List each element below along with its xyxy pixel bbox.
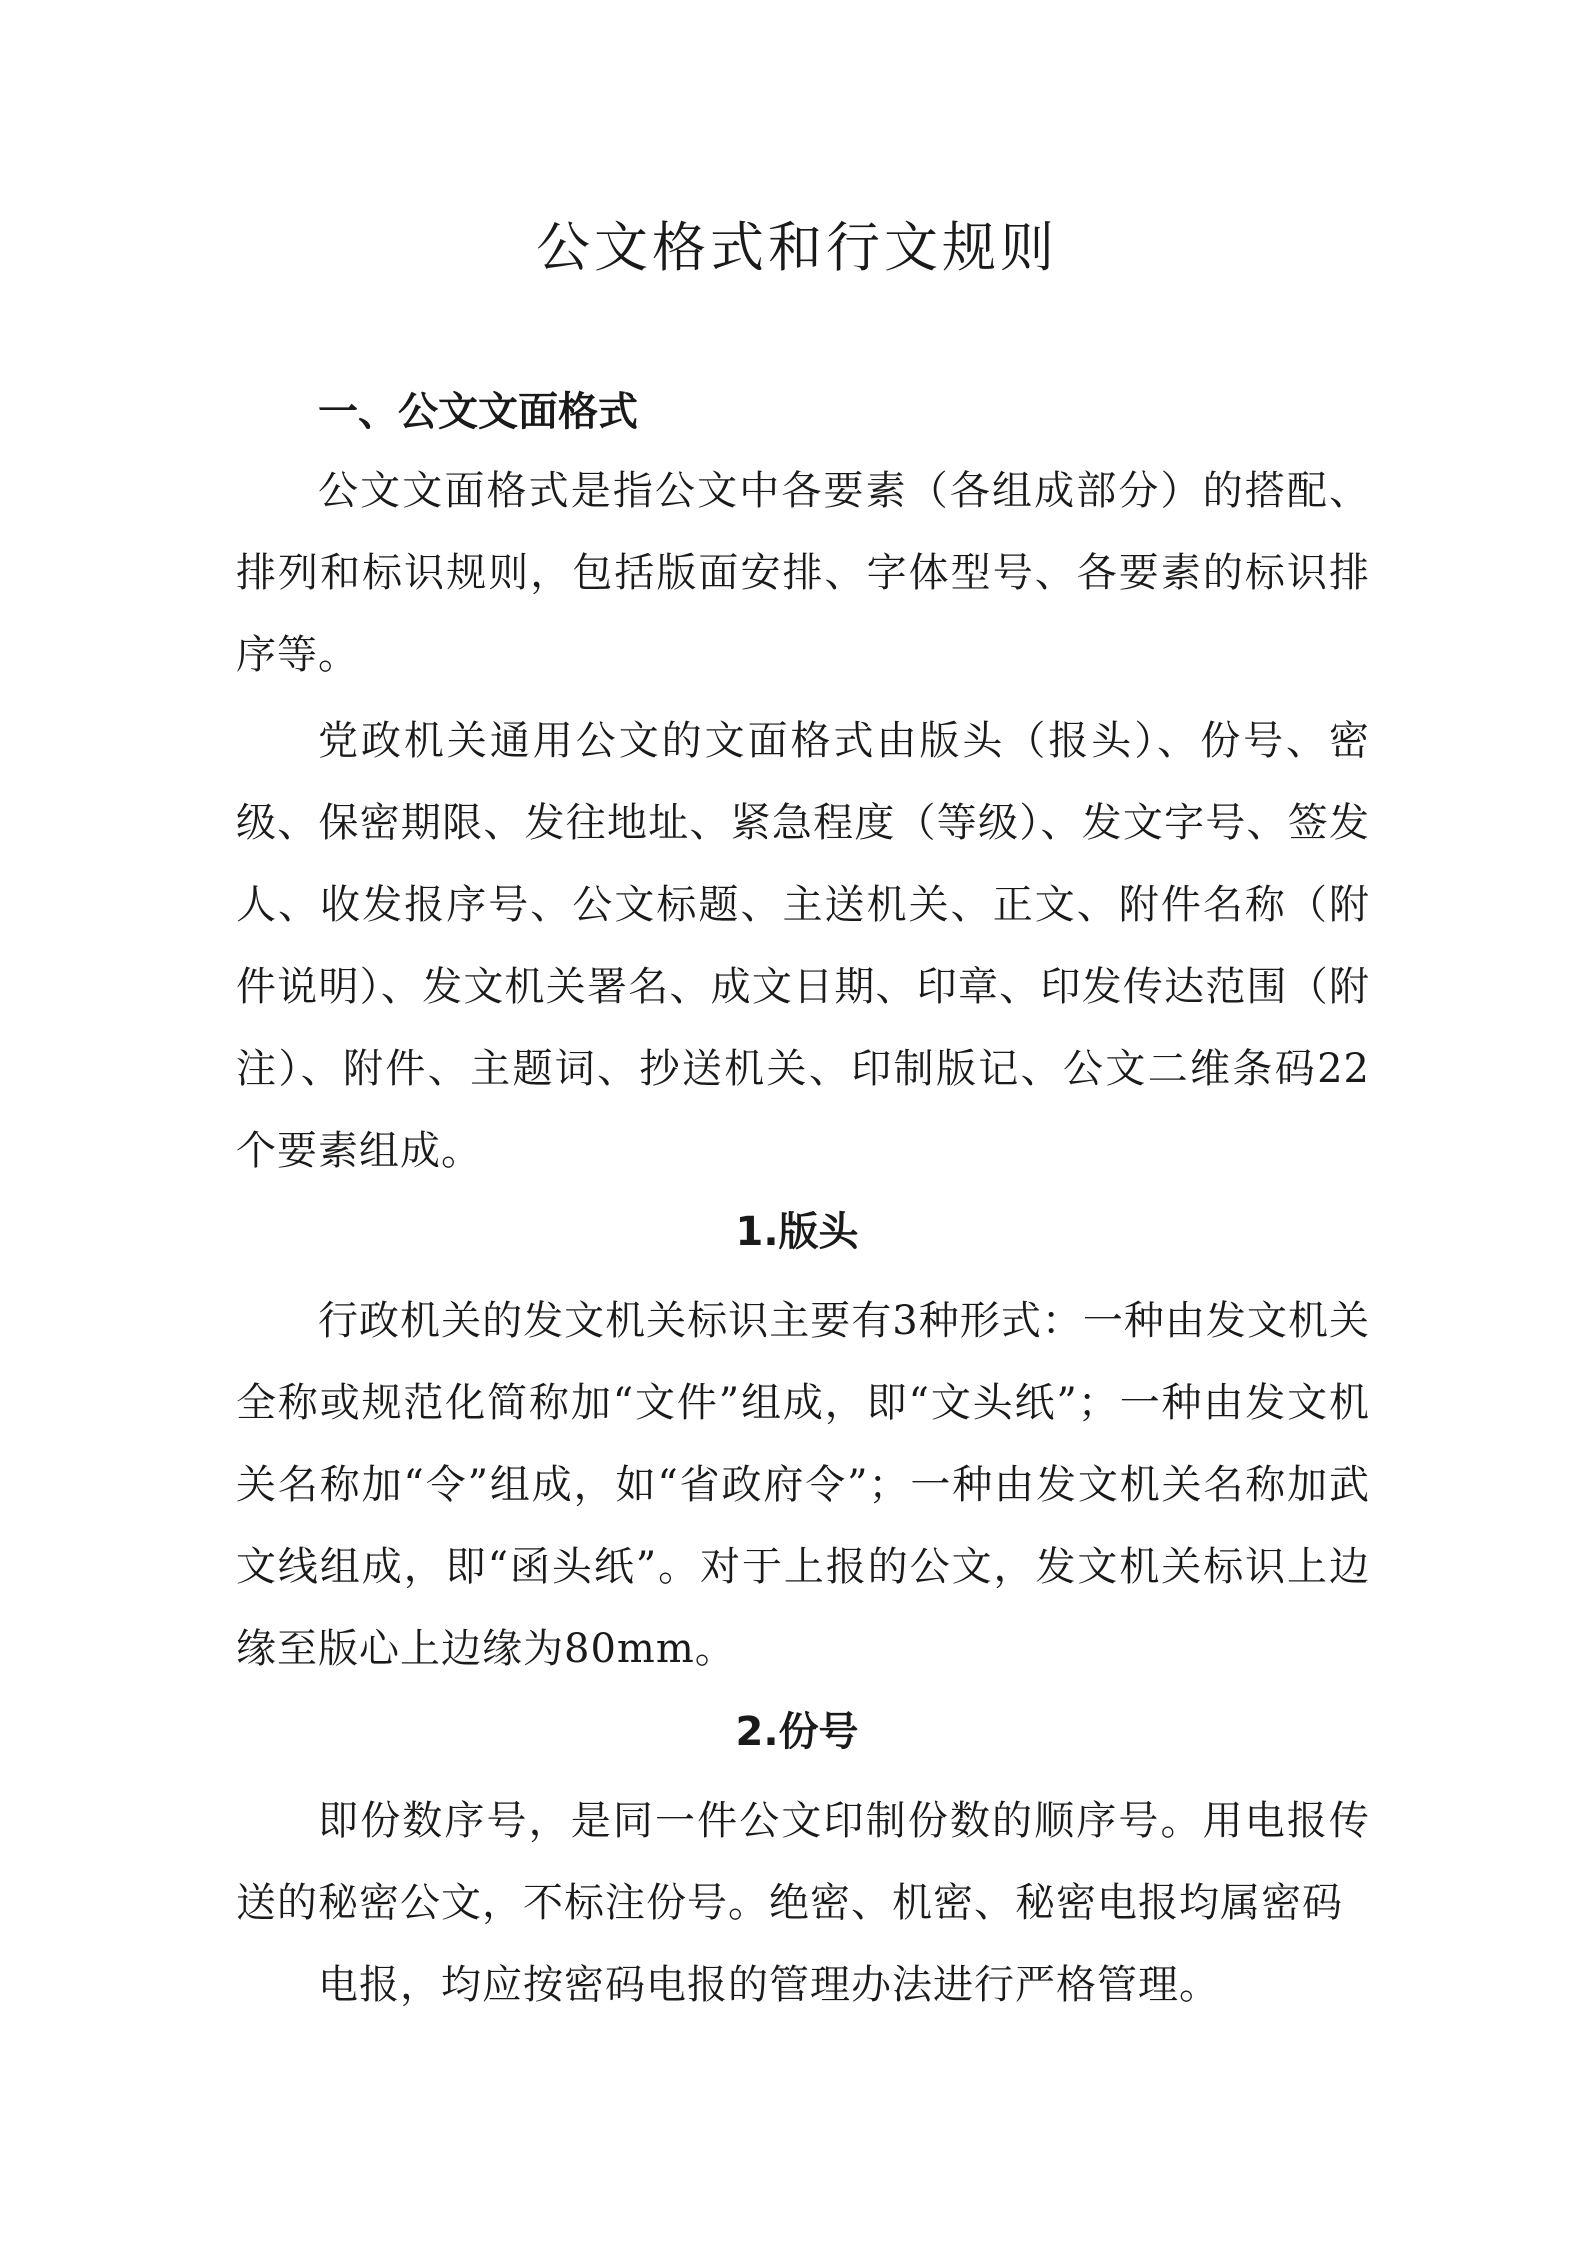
subheading-masthead: 1.版头 bbox=[735, 1209, 859, 1255]
paragraph-masthead: 行政机关的发文机关标识主要有3种形式：一种由发文机关全称或规范化简称加“文件”组成，即“文头纸”；一种由发文机关名称加“令”组成，如“省政府令”；一种由发文机关名称加武文线组成，即“函头纸”。对于上报的公文，发文机关标识上边缘至版心上边缘为80mm。 bbox=[236, 1298, 1370, 1672]
paragraph-copy-number-last-line: 电报，均应按密码电报的管理办法进行严格管理。 bbox=[318, 1962, 1220, 2008]
paragraph-copy-number-main: 即份数序号，是同一件公文印制份数的顺序号。用电报传送的秘密公文，不标注份号。绝密、机密、秘密电报均属密码 bbox=[236, 1798, 1370, 1926]
section-heading: 一、公文文面格式 bbox=[318, 389, 638, 435]
paragraph-format-elements: 党政机关通用公文的文面格式由版头（报头）、份号、密级、保密期限、发往地址、紧急程度（等级）、发文字号、签发人、收发报序号、公文标题、主送机关、正文、附件名称（附件说明）、发文机关署名、成文日期、印章、印发传达范围（附注）、附件、主题词、抄送机关、印制版记、公文二维条码22个要素组成。 bbox=[236, 718, 1370, 1174]
paragraph-format-definition: 公文文面格式是指公文中各要素（各组成部分）的搭配、排列和标识规则，包括版面安排、字体型号、各要素的标识排序等。 bbox=[236, 468, 1370, 678]
subheading-copy-number: 2.份号 bbox=[735, 1709, 859, 1755]
document-title: 公文格式和行文规则 bbox=[536, 216, 1058, 279]
paragraph-copy-number bbox=[236, 1780, 1370, 2026]
